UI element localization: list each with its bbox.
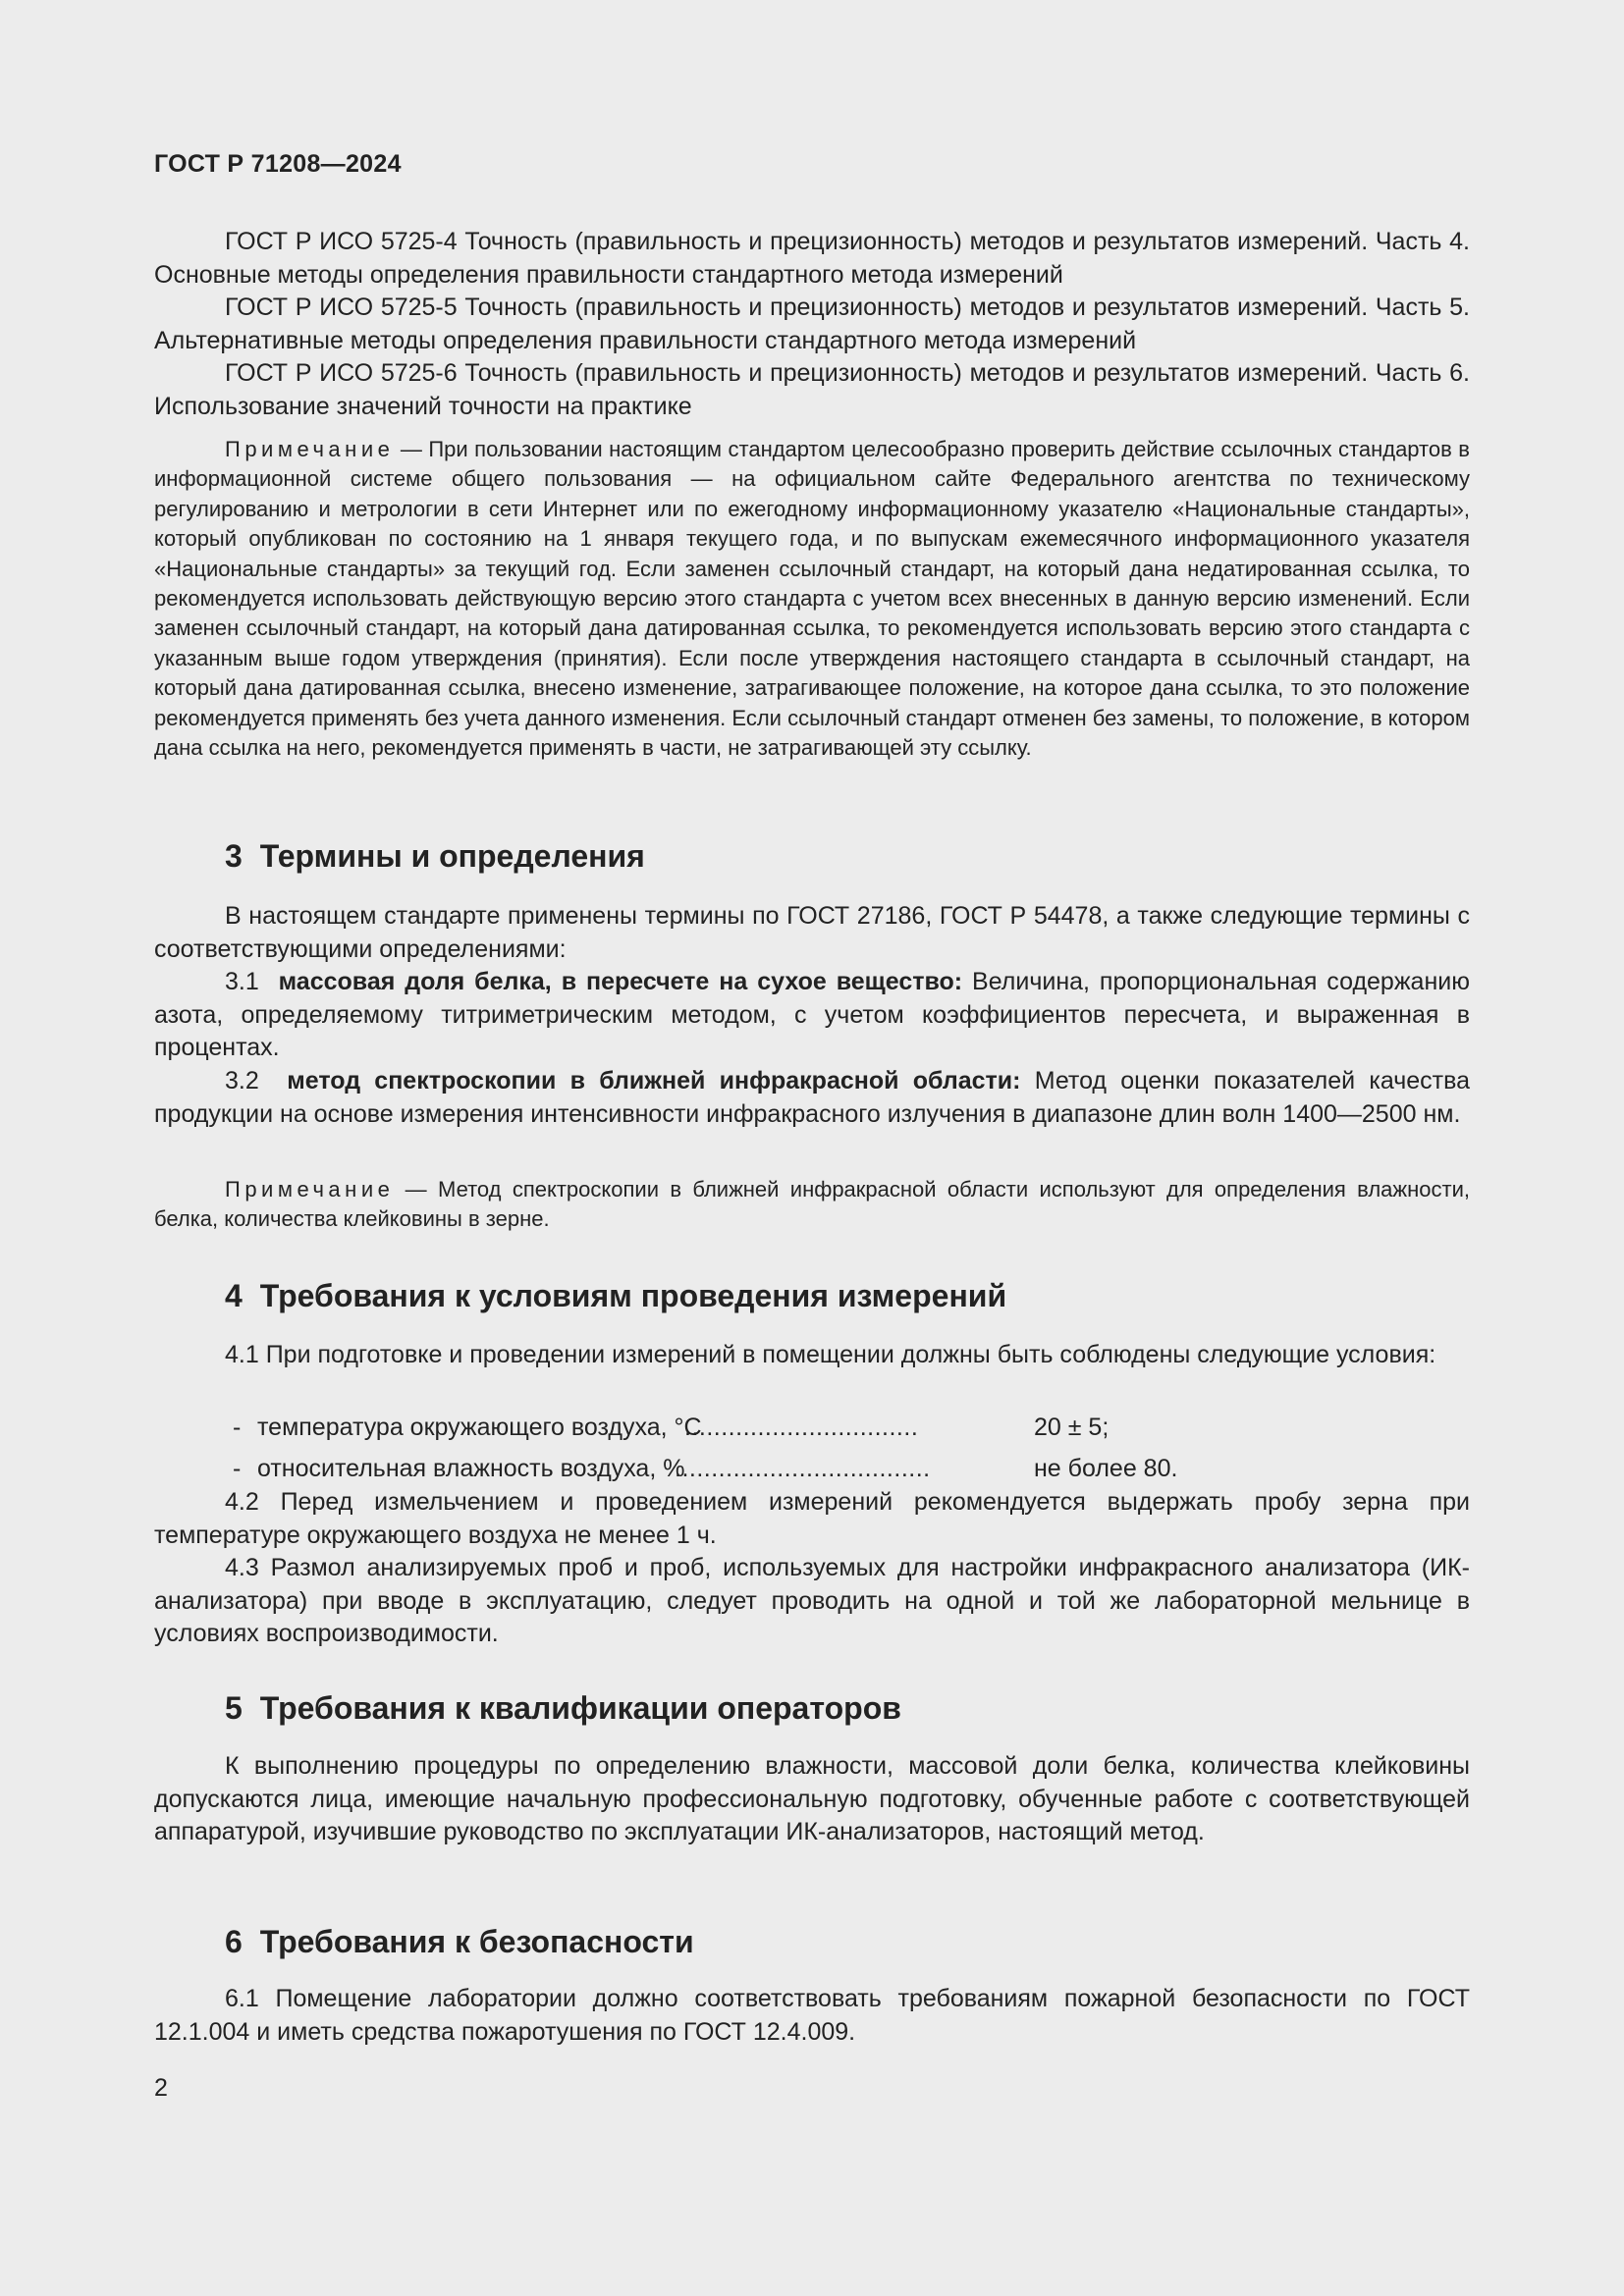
requirement-value: 20 ± 5; [1034,1414,1110,1441]
document-code-header: ГОСТ Р 71208—2024 [154,150,402,178]
clause-4-1: 4.1 При подготовке и проведении измерений в помещении должны быть соблюдены следующие условия: [225,1341,1436,1368]
section-3-heading: 3 Термины и определения [225,838,645,874]
reference-item: ГОСТ Р ИСО 5725-4 Точность (правильность и прецизионность) методов и результатов измерений. Часть 4. Основные методы определения правильности стандартного метода измерений [154,228,1470,289]
section-6-heading: 6 Требования к безопасности [225,1924,694,1959]
page-number: 2 [154,2074,168,2102]
reference-item: ГОСТ Р ИСО 5725-6 Точность (правильность и прецизионность) методов и результатов измерений. Часть 6. Использование значений точности на практике [154,359,1470,420]
section-5-text: К выполнению процедуры по определению влажности, массовой доли белка, количества клейковины допускаются лица, имеющие начальную профессиональную подготовку, обученные работе с соответствующей аппаратурой, изучившие руководство по эксплуатации ИК-анализаторов, настоящий метод. [154,1752,1470,1845]
clause-4-3: 4.3 Размол анализируемых проб и проб, используемых для настройки инфракрасного анализатора (ИК-анализатора) при вводе в эксплуатацию, следует проводить на одной и той же лабораторной мельнице в условиях воспроизводимости. [154,1554,1470,1647]
term-3-1: 3.1 массовая доля белка, в пересчете на сухое вещество: Величина, пропорциональная содержанию азота, определяемому титриметрическим методом, с учетом коэффициентов пересчета, и выраженная в процентах. [154,968,1470,1061]
requirement-value: не более 80. [1034,1455,1178,1482]
clause-4-2: 4.2 Перед измельчением и проведением измерений рекомендуется выдержать пробу зерна при температуре окружающего воздуха не менее 1 ч. [154,1488,1470,1549]
clause-6-1: 6.1 Помещение лаборатории должно соответствовать требованиям пожарной безопасности по ГОСТ 12.1.004 и иметь средства пожаротушения по ГОСТ 12.4.009. [154,1985,1470,2046]
term-name: массовая доля белка, в пересчете на сухое вещество: [278,968,963,995]
requirement-row: - температура окружающего воздуха, °С ................................ 20 ± 5; [233,1411,1313,1444]
note-text: — При пользовании настоящим стандартом целесообразно проверить действие ссылочных стандартов в информационной системе общего пользования — на официальном сайте Федерального агентства по техническому регулированию и метрологии в сети Интернет или по ежегодному информационному указателю «Национальные стандарты», который опубликован по состоянию на 1 января текущего года, и по выпускам ежемесячного информационного указателя «Национальные стандарты» за текущий год. Если заменен ссылочный стандарт, на который дана недатированная ссылка, то рекомендуется использовать действующую версию этого стандарта с учетом всех внесенных в данную версию изменений. Если заменен ссылочный стандарт, на который дана датированная ссылка, то рекомендуется использовать версию этого стандарта с указанным выше годом утверждения (принятия). Если после утверждения настоящего стандарта в ссылочный стандарт, на который дана датированная ссылка, внесено изменение, затрагивающее положение, на которое дана ссылка, то это положение рекомендуется применять без учета данного изменения. Если ссылочный стандарт отменен без замены, то положение, в котором дана ссылка на него, рекомендуется применять в части, не затрагивающей эту ссылку. [154,437,1470,761]
term-name: метод спектроскопии в ближней инфракрасной области: [287,1067,1021,1095]
section-4-heading: 4 Требования к условиям проведения измерений [225,1278,1007,1313]
note-section-3 [154,1175,1470,1235]
requirement-label: температура окружающего воздуха, °С [257,1414,702,1441]
note-label: Примечание [225,1177,395,1201]
section-3-intro: В настоящем стандарте применены термины по ГОСТ 27186, ГОСТ Р 54478, а также следующие термины с соответствующими определениями: [154,902,1470,963]
term-definition: Величина, пропорциональная содержанию азота, определяемому титриметрическим методом, с учетом коэффициентов пересчета, и выраженная в процентах. [154,968,1470,1061]
note-text: — Метод спектроскопии в ближней инфракрасной области используют для определения влажности, белка, количества клейковины в зерне. [154,1177,1470,1232]
note-label: Примечание [225,437,395,461]
note-references [154,435,1470,763]
reference-item: ГОСТ Р ИСО 5725-5 Точность (правильность и прецизионность) методов и результатов измерений. Часть 5. Альтернативные методы определения правильности стандартного метода измерений [154,294,1470,354]
requirement-row: - относительная влажность воздуха, % ................................... не более 80. [233,1452,1313,1485]
requirement-label: относительная влажность воздуха, % [257,1455,685,1482]
term-definition: Метод оценки показателей качества продукции на основе измерения интенсивности инфракрасного излучения в диапазоне длин волн 1400—2500 нм. [154,1067,1470,1128]
section-5-heading: 5 Требования к квалификации операторов [225,1690,901,1726]
term-3-2: 3.2 метод спектроскопии в ближней инфракрасной области: Метод оценки показателей качества продукции на основе измерения интенсивности инфракрасного излучения в диапазоне длин волн 1400—2500 нм. [154,1067,1470,1128]
